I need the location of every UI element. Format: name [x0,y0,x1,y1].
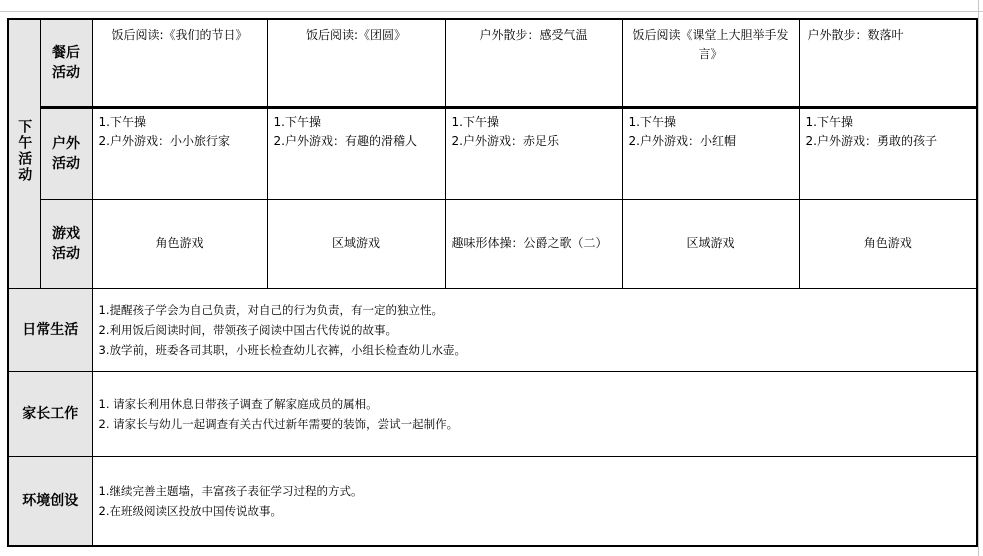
daily-life-label: 日常生活 [8,288,92,371]
outdoor-cell-thu[interactable]: 1.下午操 2.户外游戏：小红帽 [622,107,799,199]
daily-life-item: 2.利用饭后阅读时间，带领孩子阅读中国古代传说的故事。 [98,322,397,337]
outdoor-label: 户外 活动 [40,107,92,199]
after-meal-cell-fri[interactable]: 户外散步：数落叶 [799,19,977,107]
outdoor-cell-tue[interactable]: 1.下午操 2.户外游戏：有趣的滑稽人 [267,107,445,199]
outdoor-cell-mon[interactable]: 1.下午操 2.户外游戏：小小旅行家 [92,107,267,199]
parent-work-content[interactable] [92,371,977,456]
outdoor-cell-fri[interactable]: 1.下午操 2.户外游戏：勇敢的孩子 [799,107,977,199]
game-label: 游戏 活动 [40,199,92,288]
after-meal-row [8,19,977,107]
environment-label: 环境创设 [8,456,92,546]
environment-item: 1.继续完善主题墙，丰富孩子表征学习过程的方式。 [98,483,363,498]
outdoor-row [8,107,977,199]
page-right-rule [978,0,979,556]
game-cell-wed[interactable]: 趣味形体操：公爵之歌（二） [445,199,622,288]
daily-life-item: 1.提醒孩子学会为自己负责，对自己的行为负责，有一定的独立性。 [98,302,443,317]
game-cell-thu[interactable]: 区域游戏 [622,199,799,288]
after-meal-label: 餐后 活动 [40,19,92,107]
parent-work-item: 2. 请家长与幼儿一起调查有关古代过新年需要的装饰，尝试一起制作。 [98,416,459,431]
environment-row [8,456,977,546]
daily-life-content[interactable] [92,288,977,371]
parent-work-item: 1. 请家长利用休息日带孩子调查了解家庭成员的属相。 [98,396,378,411]
game-cell-fri[interactable]: 角色游戏 [799,199,977,288]
weekly-plan-table [7,18,978,547]
game-cell-mon[interactable]: 角色游戏 [92,199,267,288]
game-cell-tue[interactable]: 区域游戏 [267,199,445,288]
after-meal-cell-tue[interactable]: 饭后阅读:《团圆》 [267,19,445,107]
daily-life-row [8,288,977,371]
game-row [8,199,977,288]
outdoor-cell-wed[interactable]: 1.下午操 2.户外游戏：赤足乐 [445,107,622,199]
after-meal-cell-thu[interactable]: 饭后阅读《课堂上大胆举手发言》 [622,19,799,107]
environment-item: 2.在班级阅读区投放中国传说故事。 [98,503,282,518]
afternoon-label-text: 下午活动 [16,118,33,183]
parent-work-label: 家长工作 [8,371,92,456]
daily-life-item: 3.放学前，班委各司其职，小班长检查幼儿衣裤，小组长检查幼儿水壶。 [98,342,466,357]
after-meal-cell-mon[interactable]: 饭后阅读:《我们的节日》 [92,19,267,107]
afternoon-section-label [8,19,40,288]
environment-content[interactable] [92,456,977,546]
after-meal-cell-wed[interactable]: 户外散步：感受气温 [445,19,622,107]
parent-work-row [8,371,977,456]
page-top-rule [0,11,983,12]
